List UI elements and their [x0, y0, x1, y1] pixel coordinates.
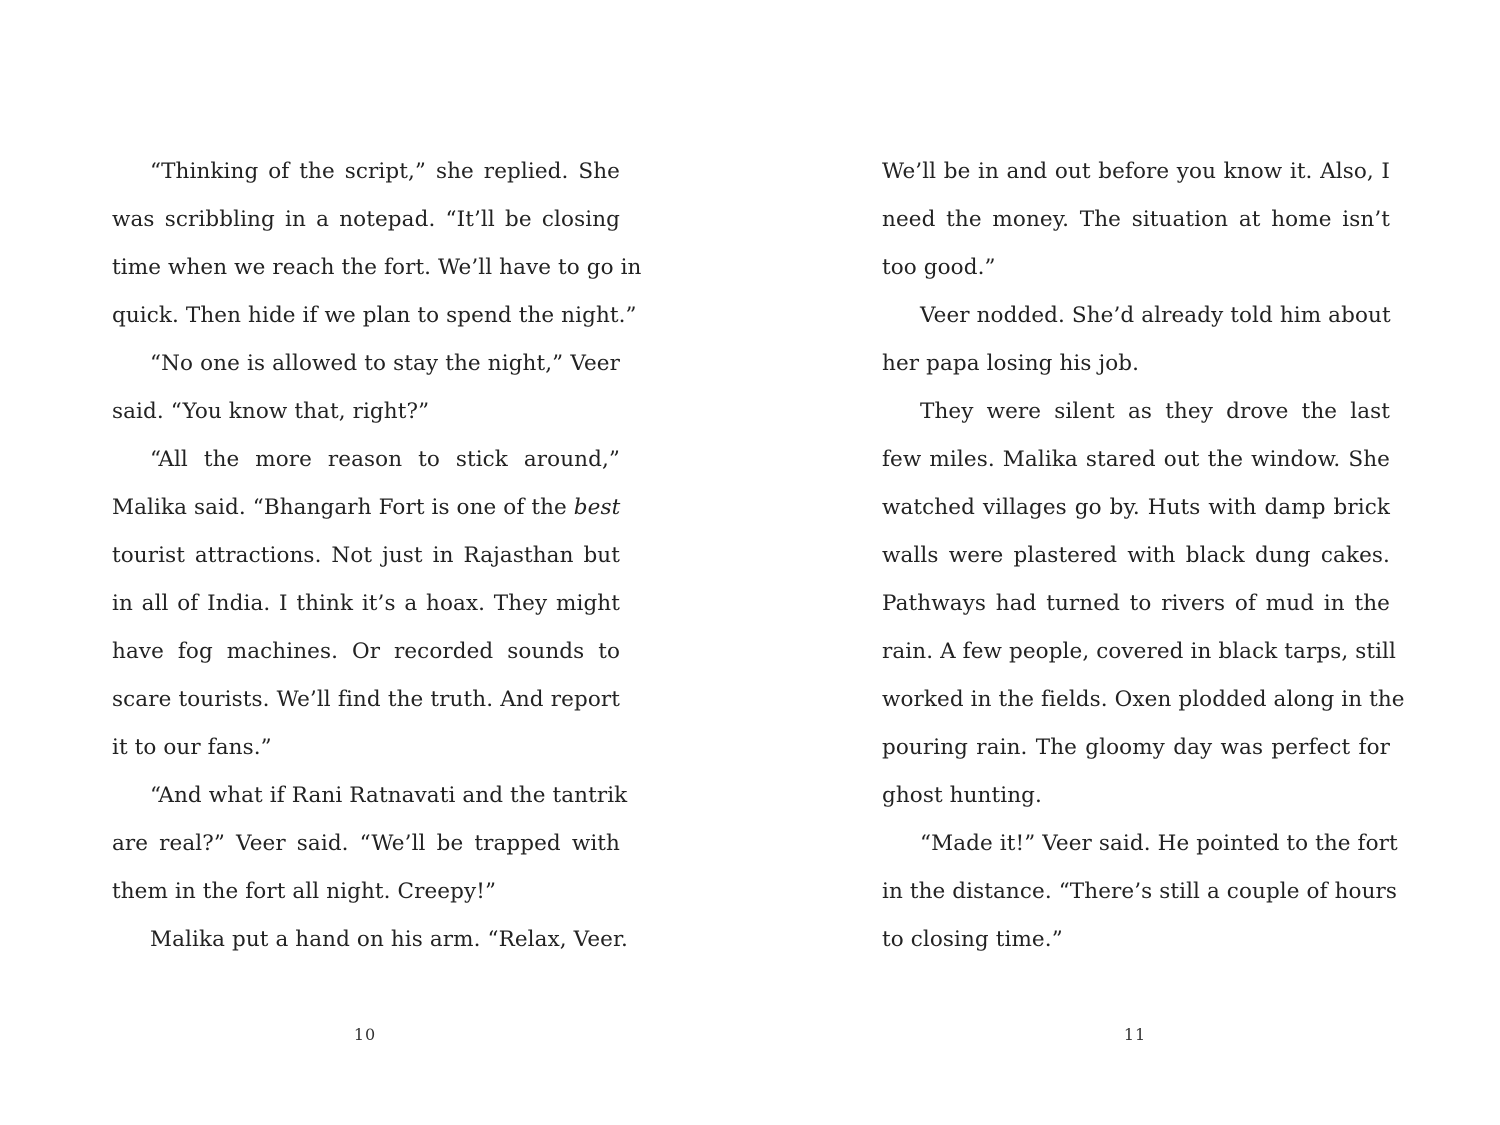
text-line: “Made it!” Veer said. He pointed to the fort [920, 831, 1398, 856]
text-line: said. “You know that, right?” [112, 399, 430, 424]
text-line: “And what if Rani Ratnavati and the tantrik [150, 783, 628, 808]
text-line: watched villages go by. Huts with damp brick [882, 495, 1390, 520]
text-line: time when we reach the fort. We’ll have to go in [112, 255, 642, 280]
text-line: too good.” [882, 255, 996, 280]
text-line-segment: Malika said. “Bhangarh Fort is one of the [112, 495, 574, 520]
text-line: to closing time.” [882, 927, 1063, 952]
page-number-left: 10 [353, 1025, 377, 1044]
text-line: Malika put a hand on his arm. “Relax, Veer. [150, 927, 628, 952]
text-line: rain. A few people, covered in black tarps, still [882, 639, 1397, 664]
text-line: was scribbling in a notepad. “It’ll be closing [112, 207, 620, 232]
text-line: Pathways had turned to rivers of mud in the [882, 591, 1390, 616]
text-line: Veer nodded. She’d already told him about [920, 303, 1391, 328]
page-number-right: 11 [1123, 1025, 1147, 1044]
text-line: them in the fort all night. Creepy!” [112, 879, 497, 904]
text-line: walls were plastered with black dung cakes. [882, 543, 1390, 568]
text-line: worked in the fields. Oxen plodded along in the [882, 687, 1405, 712]
text-line: few miles. Malika stared out the window. She [882, 447, 1390, 472]
text-line: “Thinking of the script,” she replied. She [150, 159, 620, 184]
left-page-text [112, 148, 642, 964]
text-line: We’ll be in and out before you know it. Also, I [882, 159, 1390, 184]
text-line: They were silent as they drove the last [920, 399, 1390, 424]
text-line: are real?” Veer said. “We’ll be trapped with [112, 831, 620, 856]
text-line: pouring rain. The gloomy day was perfect for [882, 735, 1390, 760]
right-page-text [882, 148, 1405, 964]
text-line: have fog machines. Or recorded sounds to [112, 639, 620, 664]
text-line: in all of India. I think it’s a hoax. They might [112, 591, 620, 616]
text-line: scare tourists. We’ll find the truth. And report [112, 687, 620, 712]
emphasized-word: best [573, 495, 621, 520]
text-line: “No one is allowed to stay the night,” Veer [150, 351, 620, 376]
text-line: “All the more reason to stick around,” [150, 447, 620, 472]
text-line [112, 484, 620, 532]
text-line: ghost hunting. [882, 783, 1042, 808]
text-line: quick. Then hide if we plan to spend the night.” [112, 303, 637, 328]
text-line: her papa losing his job. [882, 351, 1140, 376]
text-line: tourist attractions. Not just in Rajasthan but [112, 543, 620, 568]
right-page [750, 0, 1500, 1125]
text-line: it to our fans.” [112, 735, 272, 760]
text-line: need the money. The situation at home isn’t [882, 207, 1390, 232]
text-line: in the distance. “There’s still a couple of hours [882, 879, 1398, 904]
